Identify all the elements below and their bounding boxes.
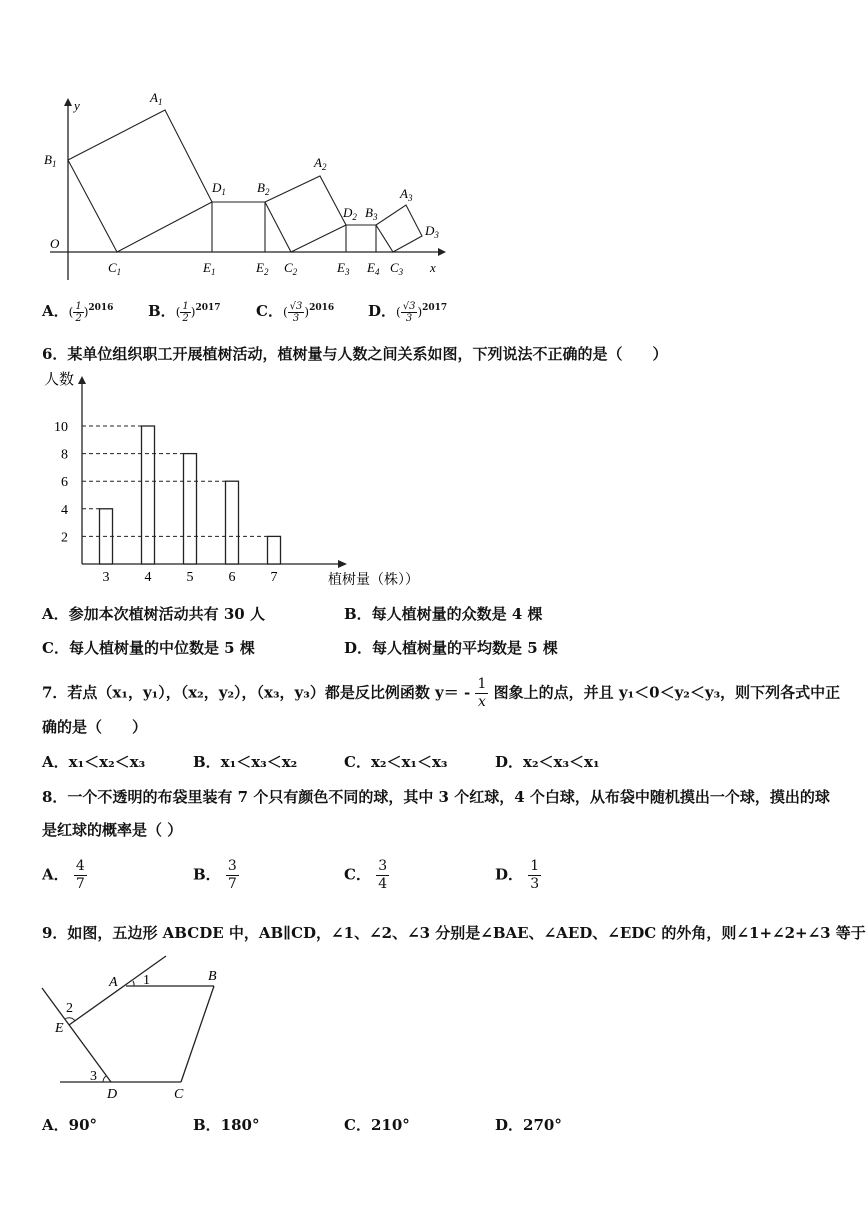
q6-xtick-label: 3: [102, 570, 110, 585]
q5-option-b-frac: [180, 301, 190, 324]
q7-frac-den: x: [477, 694, 486, 710]
q5-label-E1: $E_1$: [203, 260, 216, 277]
q6-option-d[interactable]: D．每人植树量的平均数是 5 棵: [344, 639, 558, 657]
q7-stem-line2: 确的是（ ）: [42, 718, 148, 736]
q5-option-d-num: √3: [402, 300, 416, 312]
q9-label-D: D: [107, 1087, 118, 1102]
q5-label-D1: $D_1$: [212, 180, 226, 197]
q5-label-B2: $B_2$: [257, 180, 270, 197]
q5-figure: [40, 92, 460, 284]
q9-angle-1-arc: [133, 981, 134, 986]
q6-ylabel: 人数: [44, 370, 75, 388]
q5-square-2: [265, 176, 346, 252]
q7-frac: [475, 676, 488, 711]
q5-option-c-num: √3: [289, 300, 303, 312]
q5-option-c-frac: [288, 301, 305, 324]
q5-label-x: x: [430, 260, 436, 275]
q5-option-c-letter: C．: [256, 302, 283, 320]
q5-option-a-den: 2: [75, 312, 82, 324]
q9-label-A: A: [109, 975, 118, 990]
q6-bar: [268, 536, 281, 564]
q7-option-c[interactable]: C．x₂＜x₁＜x₃: [344, 753, 448, 771]
q8-option-b[interactable]: [193, 858, 239, 893]
q5-option-d-letter: D．: [368, 302, 397, 320]
q9-angle-3-arc: [103, 1076, 106, 1082]
q6-xtick-label: 4: [144, 570, 152, 585]
q6-option-a[interactable]: A．参加本次植树活动共有 30 人: [42, 605, 265, 623]
q8-option-a-letter: A．: [42, 865, 69, 884]
q8-option-a[interactable]: [42, 858, 87, 893]
q7-option-a[interactable]: A．x₁＜x₂＜x₃: [42, 753, 146, 771]
q5-option-b-exp: 2017: [195, 303, 221, 313]
q7-option-b[interactable]: B．x₁＜x₃＜x₂: [193, 753, 298, 771]
q5-rect-2: [346, 225, 376, 252]
q6-bar: [184, 454, 197, 564]
q6-plot-area: [54, 376, 347, 585]
q5-option-b-lparen: (: [175, 305, 181, 319]
q5-option-d-frac: [401, 301, 418, 324]
q9-edge-ea-extended: [69, 956, 166, 1025]
q5-label-E3: $E_3$: [337, 260, 350, 277]
q6-ytick-label: 6: [61, 475, 68, 491]
q8-option-a-frac: [74, 858, 87, 893]
q5-option-d[interactable]: [368, 300, 447, 324]
q5-option-c-den: 3: [292, 312, 300, 324]
q8-option-b-num: 3: [227, 858, 237, 874]
q8-option-d[interactable]: [495, 858, 541, 893]
q8-option-b-frac: [226, 858, 239, 893]
q8-option-c-num: 3: [378, 858, 388, 874]
q5-option-b-letter: B．: [148, 302, 176, 320]
q5-square-3: [376, 205, 422, 252]
q6-xlabel: 植树量（株））: [328, 572, 419, 588]
q5-option-c-lparen: (: [282, 305, 288, 319]
q9-edge-bc: [181, 986, 214, 1082]
q5-label-y: y: [74, 98, 80, 113]
q5-label-C2: $C_2$: [284, 260, 298, 277]
q5-option-c[interactable]: [256, 300, 334, 324]
q8-option-a-den: 7: [75, 876, 85, 892]
q9-stem: 9．如图，五边形 ABCDE 中，AB∥CD，∠1、∠2、∠3 分别是∠BAE、∠AED、∠EDC 的外角，则∠1+∠2+∠3 等于: [42, 924, 866, 942]
q9-label-angle-1: 1: [143, 973, 150, 988]
q5-option-a-letter: A．: [42, 302, 69, 320]
q6-ytick-label: 8: [61, 447, 68, 463]
q5-label-A1: $A_1$: [150, 92, 163, 107]
q6-bar: [142, 426, 155, 564]
q8-stem-line1: 8．一个不透明的布袋里装有 7 个只有颜色不同的球，其中 3 个红球，4 个白球，从布袋中随机摸出一个球，摸出的球: [42, 788, 830, 806]
q6-ytick-label: 10: [54, 420, 68, 435]
q5-option-d-lparen: (: [396, 305, 401, 319]
q8-option-c-den: 4: [378, 876, 388, 892]
q7-frac-num: 1: [477, 676, 487, 692]
q8-option-c-frac: [376, 858, 389, 893]
q5-label-E4: $E_4$: [367, 260, 380, 277]
q9-label-angle-2: 2: [66, 1001, 73, 1016]
q7-stem-post: 图象上的点，并且 y₁＜0＜y₂＜y₃，则下列各式中正: [493, 683, 841, 702]
q5-option-a-frac: [73, 301, 83, 324]
q9-option-b[interactable]: B．180°: [193, 1116, 260, 1134]
q8-option-b-den: 7: [227, 876, 237, 892]
q5-x-arrow: [438, 248, 446, 256]
q8-option-d-frac: [528, 858, 541, 893]
q5-label-A2: $A_2$: [314, 155, 327, 172]
q6-xtick-label: 6: [228, 570, 236, 585]
q5-label-A3: $A_3$: [400, 186, 413, 203]
q5-label-E2: $E_2$: [256, 260, 269, 277]
q5-option-a-lparen: (: [68, 305, 74, 319]
q5-label-C3: $C_3$: [390, 260, 404, 277]
q5-label-D2: $D_2$: [343, 205, 357, 222]
q5-option-a-rparen: ): [83, 305, 89, 319]
q5-option-b-rparen: ): [190, 305, 196, 319]
q8-option-d-num: 1: [530, 858, 540, 874]
q5-option-b-num: 1: [182, 300, 189, 312]
q5-label-C1: $C_1$: [108, 260, 122, 277]
q5-option-c-exp: 2016: [309, 303, 335, 313]
q5-label-B3: $B_3$: [365, 205, 378, 222]
q6-ytick-label: 4: [61, 502, 68, 518]
q6-bar-chart: [40, 366, 450, 592]
q6-xtick-label: 7: [270, 570, 278, 585]
q5-option-d-exp: 2017: [422, 303, 448, 313]
q5-option-b-den: 2: [182, 312, 189, 324]
q9-label-angle-3: 3: [90, 1069, 97, 1084]
q6-bar: [226, 481, 239, 564]
q5-rect-1: [212, 202, 265, 252]
q9-option-c[interactable]: C．210°: [344, 1116, 410, 1134]
q5-y-arrow: [64, 98, 72, 106]
q8-option-d-letter: D．: [495, 865, 524, 884]
q9-option-d[interactable]: D．270°: [495, 1116, 562, 1134]
q7-option-d[interactable]: D．x₂＜x₃＜x₁: [495, 753, 600, 771]
q9-figure: [36, 950, 276, 1105]
q6-stem: 6．某单位组织职工开展植树活动，植树量与人数之间关系如图，下列说法不正确的是（ ）: [42, 345, 668, 363]
q5-label-D3: $D_3$: [425, 223, 439, 240]
q5-option-d-rparen: ): [417, 305, 423, 319]
q9-label-C: C: [174, 1087, 184, 1102]
q5-option-b[interactable]: [148, 300, 221, 324]
q5-option-c-rparen: ): [304, 305, 310, 319]
q5-option-a-exp: 2016: [88, 303, 114, 313]
q7-stem-line1: [42, 676, 840, 711]
q5-option-d-den: 3: [405, 312, 413, 324]
q5-label-B1: $B_1$: [44, 152, 57, 169]
q8-option-a-num: 4: [75, 858, 85, 874]
q7-stem-pre: 7．若点（x₁，y₁），（x₂，y₂），（x₃，y₃）都是反比例函数 y＝ -: [42, 683, 471, 702]
q5-label-O: O: [50, 236, 60, 251]
q6-option-b[interactable]: B．每人植树量的众数是 4 棵: [344, 605, 543, 623]
q8-option-b-letter: B．: [193, 865, 221, 884]
q6-ytick-label: 2: [61, 530, 68, 546]
q5-square-1: [68, 110, 212, 252]
q9-label-E: E: [55, 1021, 64, 1036]
q9-option-a[interactable]: A．90°: [42, 1116, 98, 1134]
q8-option-d-den: 3: [530, 876, 540, 892]
q5-option-a-num: 1: [75, 300, 82, 312]
q6-y-axis-arrow: [78, 376, 86, 384]
q6-option-c[interactable]: C．每人植树量的中位数是 5 棵: [42, 639, 255, 657]
q8-stem-line2: 是红球的概率是（ ）: [42, 821, 183, 839]
q5-option-a[interactable]: [42, 300, 113, 324]
q6-xtick-label: 5: [186, 570, 194, 585]
q8-option-c[interactable]: [344, 858, 389, 893]
q9-label-B: B: [208, 969, 217, 984]
q8-option-c-letter: C．: [344, 865, 371, 884]
q6-x-axis-arrow: [338, 560, 347, 568]
